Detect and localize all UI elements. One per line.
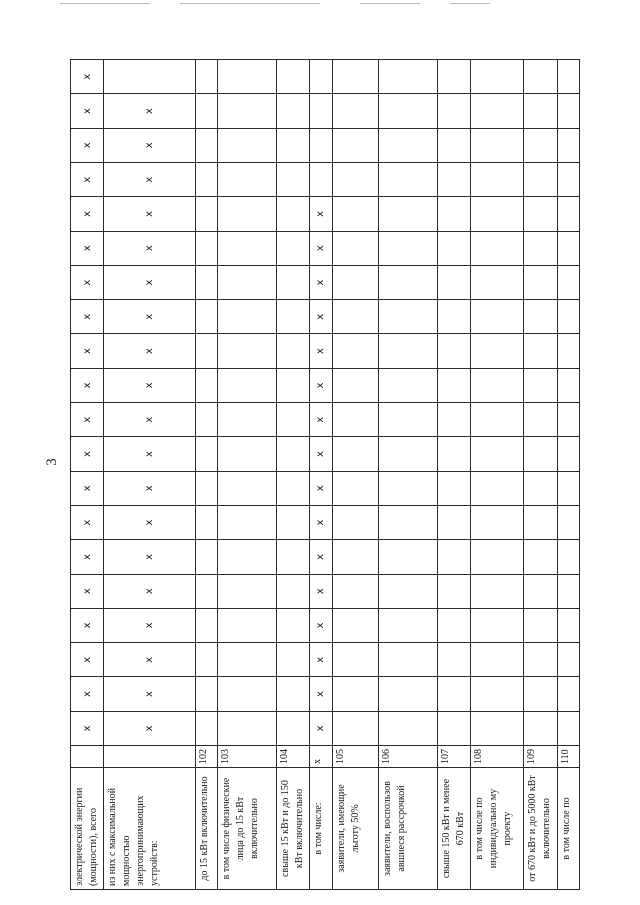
x-mark-cell: x (71, 471, 104, 505)
empty-cell (218, 162, 277, 196)
x-mark-cell: x (104, 711, 195, 745)
row-label: из них с максимальной мощностью энергопринимающих устройств: (104, 768, 195, 890)
empty-cell (557, 60, 579, 94)
x-mark-cell: x (310, 300, 332, 334)
x-mark-cell: x (310, 540, 332, 574)
empty-cell (332, 162, 379, 196)
empty-cell (524, 334, 557, 368)
empty-cell (471, 300, 524, 334)
empty-cell (471, 437, 524, 471)
empty-cell (524, 231, 557, 265)
x-mark-cell: x (71, 574, 104, 608)
rotated-table-container (70, 60, 580, 890)
row-label: в том числе: (310, 768, 332, 890)
empty-cell (379, 471, 438, 505)
connection-statistics-table (70, 59, 580, 890)
empty-cell (218, 471, 277, 505)
empty-cell (524, 711, 557, 745)
empty-cell (437, 197, 470, 231)
empty-cell (195, 437, 217, 471)
row-code: 110 (557, 746, 579, 768)
empty-cell (332, 94, 379, 128)
empty-cell (379, 300, 438, 334)
row-code: 102 (195, 746, 217, 768)
empty-cell (276, 300, 309, 334)
empty-cell (332, 540, 379, 574)
empty-cell (332, 711, 379, 745)
table-row (195, 60, 217, 890)
empty-cell (195, 128, 217, 162)
x-mark-cell: x (104, 643, 195, 677)
empty-cell (524, 608, 557, 642)
x-mark-cell: x (310, 643, 332, 677)
empty-cell (437, 608, 470, 642)
empty-cell (195, 471, 217, 505)
empty-cell (218, 505, 277, 539)
empty-cell (557, 574, 579, 608)
empty-cell (471, 505, 524, 539)
x-mark-cell: x (310, 265, 332, 299)
empty-cell (471, 94, 524, 128)
empty-cell (310, 94, 332, 128)
empty-cell (471, 334, 524, 368)
empty-cell (379, 403, 438, 437)
empty-cell (195, 711, 217, 745)
empty-cell (557, 471, 579, 505)
x-mark-cell: x (71, 540, 104, 574)
empty-cell (332, 368, 379, 402)
empty-cell (557, 300, 579, 334)
empty-cell (332, 334, 379, 368)
empty-cell (332, 128, 379, 162)
empty-cell (332, 643, 379, 677)
empty-cell (437, 711, 470, 745)
x-mark-cell: x (310, 608, 332, 642)
empty-cell (471, 265, 524, 299)
empty-cell (437, 403, 470, 437)
table-row (437, 60, 470, 890)
row-code: 105 (332, 746, 379, 768)
empty-cell (524, 300, 557, 334)
empty-cell (471, 574, 524, 608)
x-mark-cell: x (104, 265, 195, 299)
empty-cell (524, 128, 557, 162)
x-mark-cell: x (71, 334, 104, 368)
empty-cell (310, 162, 332, 196)
x-mark-cell: x (310, 505, 332, 539)
x-mark-cell: x (104, 540, 195, 574)
empty-cell (218, 437, 277, 471)
scan-line (180, 3, 320, 4)
empty-cell (104, 60, 195, 94)
empty-cell (471, 711, 524, 745)
empty-cell (524, 677, 557, 711)
empty-cell (195, 94, 217, 128)
empty-cell (557, 197, 579, 231)
empty-cell (332, 197, 379, 231)
x-mark-cell: x (310, 711, 332, 745)
row-code: 106 (379, 746, 438, 768)
empty-cell (557, 540, 579, 574)
empty-cell (218, 643, 277, 677)
empty-cell (437, 231, 470, 265)
empty-cell (332, 437, 379, 471)
empty-cell (437, 471, 470, 505)
table-row (524, 60, 557, 890)
empty-cell (276, 231, 309, 265)
empty-cell (276, 403, 309, 437)
empty-cell (195, 197, 217, 231)
empty-cell (195, 60, 217, 94)
empty-cell (557, 711, 579, 745)
empty-cell (218, 711, 277, 745)
x-mark-cell: x (71, 505, 104, 539)
empty-cell (310, 60, 332, 94)
empty-cell (276, 334, 309, 368)
empty-cell (471, 643, 524, 677)
scan-line (60, 3, 150, 4)
empty-cell (379, 505, 438, 539)
empty-cell (218, 403, 277, 437)
empty-cell (557, 94, 579, 128)
row-label: от 670 кВт и до 5000 кВт включительно (524, 768, 557, 890)
empty-cell (218, 334, 277, 368)
empty-cell (379, 231, 438, 265)
empty-cell (332, 505, 379, 539)
empty-cell (557, 608, 579, 642)
empty-cell (379, 197, 438, 231)
empty-cell (379, 265, 438, 299)
empty-cell (218, 265, 277, 299)
empty-cell (218, 94, 277, 128)
empty-cell (437, 505, 470, 539)
empty-cell (437, 60, 470, 94)
page-number: 3 (44, 458, 60, 466)
empty-cell (218, 540, 277, 574)
row-label: в том числе физические лица до 15 кВт включительно (218, 768, 277, 890)
row-label: свыше 150 кВт и менее 670 кВт (437, 768, 470, 890)
empty-cell (276, 128, 309, 162)
empty-cell (524, 265, 557, 299)
x-mark-cell: x (71, 643, 104, 677)
empty-cell (276, 94, 309, 128)
x-mark-cell: x (71, 60, 104, 94)
empty-cell (557, 334, 579, 368)
table-row (557, 60, 579, 890)
empty-cell (524, 162, 557, 196)
table-row (104, 60, 195, 890)
empty-cell (524, 403, 557, 437)
x-mark-cell: x (310, 334, 332, 368)
row-label: заявители, имеющие льготу 50% (332, 768, 379, 890)
x-mark-cell: x (104, 334, 195, 368)
empty-cell (379, 711, 438, 745)
empty-cell (379, 368, 438, 402)
empty-cell (471, 231, 524, 265)
empty-cell (524, 437, 557, 471)
empty-cell (276, 265, 309, 299)
row-code: 108 (471, 746, 524, 768)
empty-cell (557, 231, 579, 265)
table-row (310, 60, 332, 890)
empty-cell (218, 128, 277, 162)
row-code: 104 (276, 746, 309, 768)
x-mark-cell: x (71, 94, 104, 128)
empty-cell (557, 368, 579, 402)
row-label: до 15 кВт включительно (195, 768, 217, 890)
empty-cell (379, 334, 438, 368)
empty-cell (218, 368, 277, 402)
empty-cell (218, 608, 277, 642)
empty-cell (379, 540, 438, 574)
empty-cell (471, 128, 524, 162)
empty-cell (437, 128, 470, 162)
empty-cell (310, 128, 332, 162)
table-row (471, 60, 524, 890)
empty-cell (218, 231, 277, 265)
empty-cell (379, 162, 438, 196)
empty-cell (218, 197, 277, 231)
empty-cell (276, 574, 309, 608)
x-mark-cell: x (104, 300, 195, 334)
empty-cell (276, 505, 309, 539)
empty-cell (379, 677, 438, 711)
x-mark-cell: x (104, 231, 195, 265)
empty-cell (276, 471, 309, 505)
empty-cell (471, 471, 524, 505)
x-mark-cell: x (104, 368, 195, 402)
empty-cell (524, 540, 557, 574)
empty-cell (471, 403, 524, 437)
empty-cell (332, 265, 379, 299)
x-mark-cell: x (104, 94, 195, 128)
row-code (71, 746, 104, 768)
empty-cell (195, 643, 217, 677)
x-mark-cell: x (71, 608, 104, 642)
x-mark-cell: x (310, 403, 332, 437)
x-mark-cell: x (71, 197, 104, 231)
empty-cell (557, 128, 579, 162)
empty-cell (471, 540, 524, 574)
empty-cell (437, 334, 470, 368)
x-mark-cell: x (310, 437, 332, 471)
empty-cell (524, 574, 557, 608)
empty-cell (437, 300, 470, 334)
empty-cell (195, 574, 217, 608)
empty-cell (557, 677, 579, 711)
empty-cell (524, 505, 557, 539)
row-label: в том числе по индивидуально му проекту (471, 768, 524, 890)
x-mark-cell: x (71, 711, 104, 745)
empty-cell (379, 608, 438, 642)
x-mark-cell: x (310, 197, 332, 231)
empty-cell (557, 643, 579, 677)
row-label: в том числе по (557, 768, 579, 890)
x-mark-cell: x (104, 608, 195, 642)
empty-cell (437, 540, 470, 574)
empty-cell (437, 677, 470, 711)
x-mark-cell: x (71, 403, 104, 437)
empty-cell (437, 368, 470, 402)
empty-cell (471, 162, 524, 196)
empty-cell (379, 437, 438, 471)
x-mark-cell: x (104, 471, 195, 505)
empty-cell (276, 197, 309, 231)
x-mark-cell: x (310, 368, 332, 402)
empty-cell (437, 162, 470, 196)
x-mark-cell: x (104, 437, 195, 471)
empty-cell (195, 368, 217, 402)
scan-line (450, 3, 490, 4)
empty-cell (379, 574, 438, 608)
x-mark-cell: x (71, 231, 104, 265)
empty-cell (471, 368, 524, 402)
x-mark-cell: x (310, 471, 332, 505)
empty-cell (557, 403, 579, 437)
row-code: x (310, 746, 332, 768)
empty-cell (379, 643, 438, 677)
empty-cell (195, 162, 217, 196)
table-row (71, 60, 104, 890)
empty-cell (195, 231, 217, 265)
empty-cell (379, 94, 438, 128)
empty-cell (557, 505, 579, 539)
empty-cell (471, 608, 524, 642)
empty-cell (524, 94, 557, 128)
empty-cell (471, 60, 524, 94)
empty-cell (276, 162, 309, 196)
empty-cell (379, 60, 438, 94)
x-mark-cell: x (71, 300, 104, 334)
empty-cell (218, 677, 277, 711)
x-mark-cell: x (104, 505, 195, 539)
empty-cell (437, 643, 470, 677)
empty-cell (332, 403, 379, 437)
empty-cell (437, 265, 470, 299)
empty-cell (557, 437, 579, 471)
x-mark-cell: x (71, 368, 104, 402)
empty-cell (471, 197, 524, 231)
empty-cell (332, 300, 379, 334)
empty-cell (524, 197, 557, 231)
empty-cell (195, 608, 217, 642)
empty-cell (276, 608, 309, 642)
empty-cell (276, 711, 309, 745)
empty-cell (195, 403, 217, 437)
x-mark-cell: x (71, 128, 104, 162)
x-mark-cell: x (71, 162, 104, 196)
x-mark-cell: x (104, 197, 195, 231)
table-row (218, 60, 277, 890)
empty-cell (437, 94, 470, 128)
x-mark-cell: x (71, 437, 104, 471)
empty-cell (332, 608, 379, 642)
empty-cell (332, 471, 379, 505)
empty-cell (195, 334, 217, 368)
row-code: 109 (524, 746, 557, 768)
x-mark-cell: x (71, 265, 104, 299)
empty-cell (195, 300, 217, 334)
empty-cell (195, 505, 217, 539)
empty-cell (218, 300, 277, 334)
empty-cell (276, 643, 309, 677)
x-mark-cell: x (104, 162, 195, 196)
x-mark-cell: x (71, 677, 104, 711)
x-mark-cell: x (310, 574, 332, 608)
empty-cell (276, 368, 309, 402)
x-mark-cell: x (310, 231, 332, 265)
empty-cell (437, 437, 470, 471)
empty-cell (332, 60, 379, 94)
x-mark-cell: x (104, 574, 195, 608)
empty-cell (195, 677, 217, 711)
row-code: 107 (437, 746, 470, 768)
empty-cell (524, 368, 557, 402)
row-code: 103 (218, 746, 277, 768)
scan-line (360, 3, 420, 4)
empty-cell (276, 540, 309, 574)
row-code (104, 746, 195, 768)
empty-cell (276, 437, 309, 471)
empty-cell (195, 540, 217, 574)
empty-cell (471, 677, 524, 711)
row-label: электрической энергии (мощности), всего (71, 768, 104, 890)
empty-cell (524, 643, 557, 677)
x-mark-cell: x (104, 403, 195, 437)
empty-cell (332, 677, 379, 711)
empty-cell (276, 677, 309, 711)
row-label: заявители, воспользов авшиеся рассрочкой (379, 768, 438, 890)
empty-cell (218, 574, 277, 608)
x-mark-cell: x (104, 128, 195, 162)
empty-cell (218, 60, 277, 94)
empty-cell (276, 60, 309, 94)
empty-cell (332, 231, 379, 265)
empty-cell (195, 265, 217, 299)
empty-cell (332, 574, 379, 608)
empty-cell (524, 60, 557, 94)
table-row (276, 60, 309, 890)
x-mark-cell: x (310, 677, 332, 711)
table-row (379, 60, 438, 890)
empty-cell (557, 265, 579, 299)
empty-cell (524, 471, 557, 505)
empty-cell (437, 574, 470, 608)
x-mark-cell: x (104, 677, 195, 711)
row-label: свыше 15 кВт и до 150 кВт включительно (276, 768, 309, 890)
empty-cell (557, 162, 579, 196)
table-row (332, 60, 379, 890)
empty-cell (379, 128, 438, 162)
